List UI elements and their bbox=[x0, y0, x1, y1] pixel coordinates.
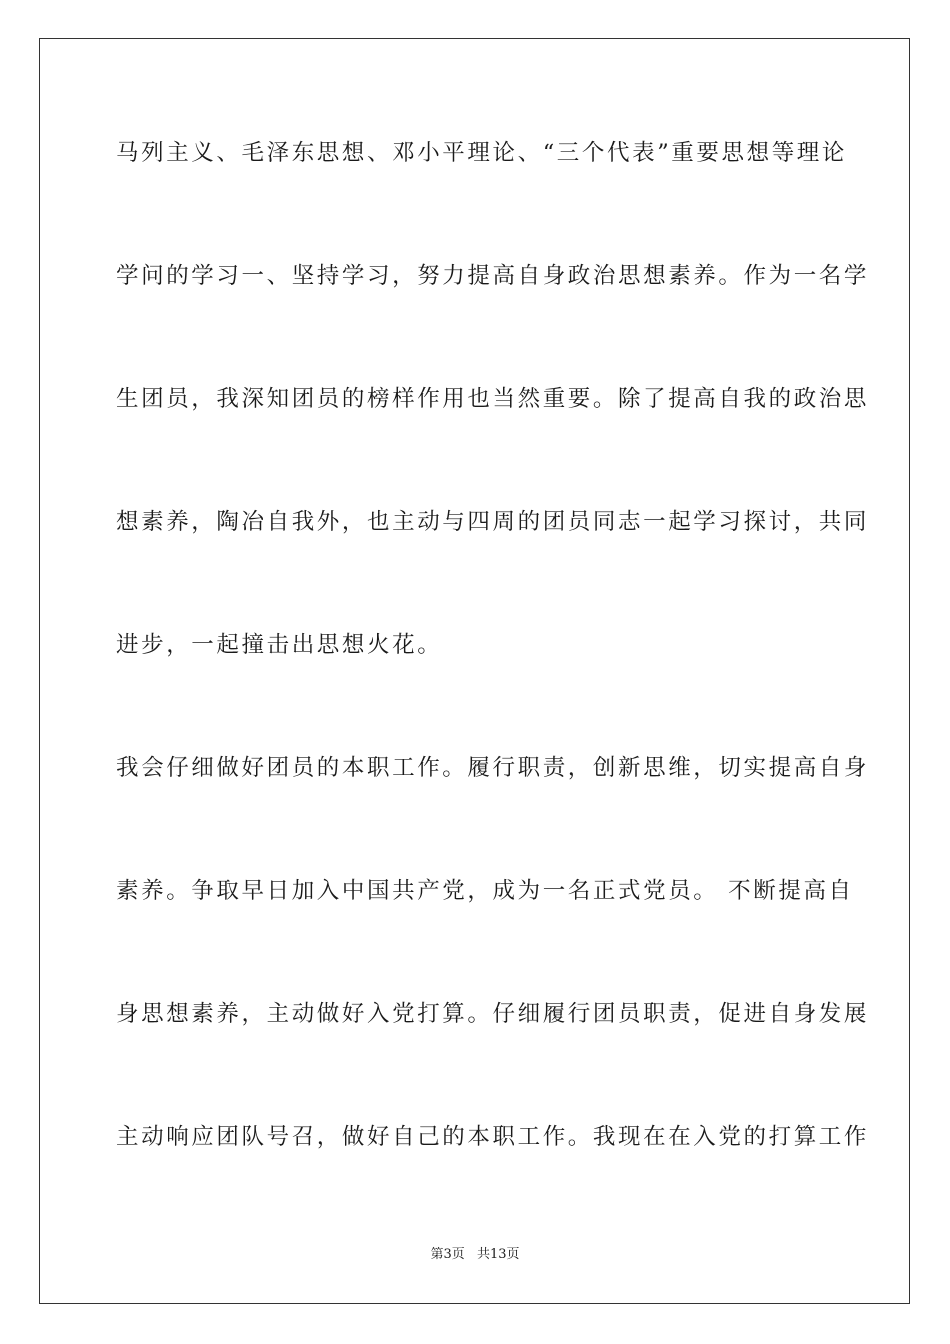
text-line: 身思想素养，主动做好入党打算。仔细履行团员职责，促进自身发展 bbox=[116, 1001, 870, 1027]
text-line: 素养。争取早日加入中国共产党，成为一名正式党员。 不断提高自 bbox=[116, 878, 854, 904]
text-line: 主动响应团队号召，做好自己的本职工作。我现在在入党的打算工作 bbox=[116, 1124, 870, 1150]
page-number-total: 共13页 bbox=[476, 1247, 520, 1262]
page-footer bbox=[0, 1246, 950, 1264]
text-line: 想素养，陶冶自我外，也主动与四周的团员同志一起学习探讨，共同 bbox=[116, 509, 870, 535]
page-number-current: 第3页 bbox=[430, 1247, 465, 1262]
text-line: 进步，一起撞击出思想火花。 bbox=[116, 632, 443, 658]
text-line: 学问的学习一、坚持学习，努力提高自身政治思想素养。作为一名学 bbox=[116, 263, 870, 289]
page-frame bbox=[39, 38, 910, 1304]
text-line: 我会仔细做好团员的本职工作。履行职责，创新思维，切实提高自身 bbox=[116, 755, 870, 781]
text-line: 马列主义、毛泽东思想、邓小平理论、“三个代表”重要思想等理论 bbox=[116, 140, 848, 166]
text-line: 生团员，我深知团员的榜样作用也当然重要。除了提高自我的政治思 bbox=[116, 386, 870, 412]
